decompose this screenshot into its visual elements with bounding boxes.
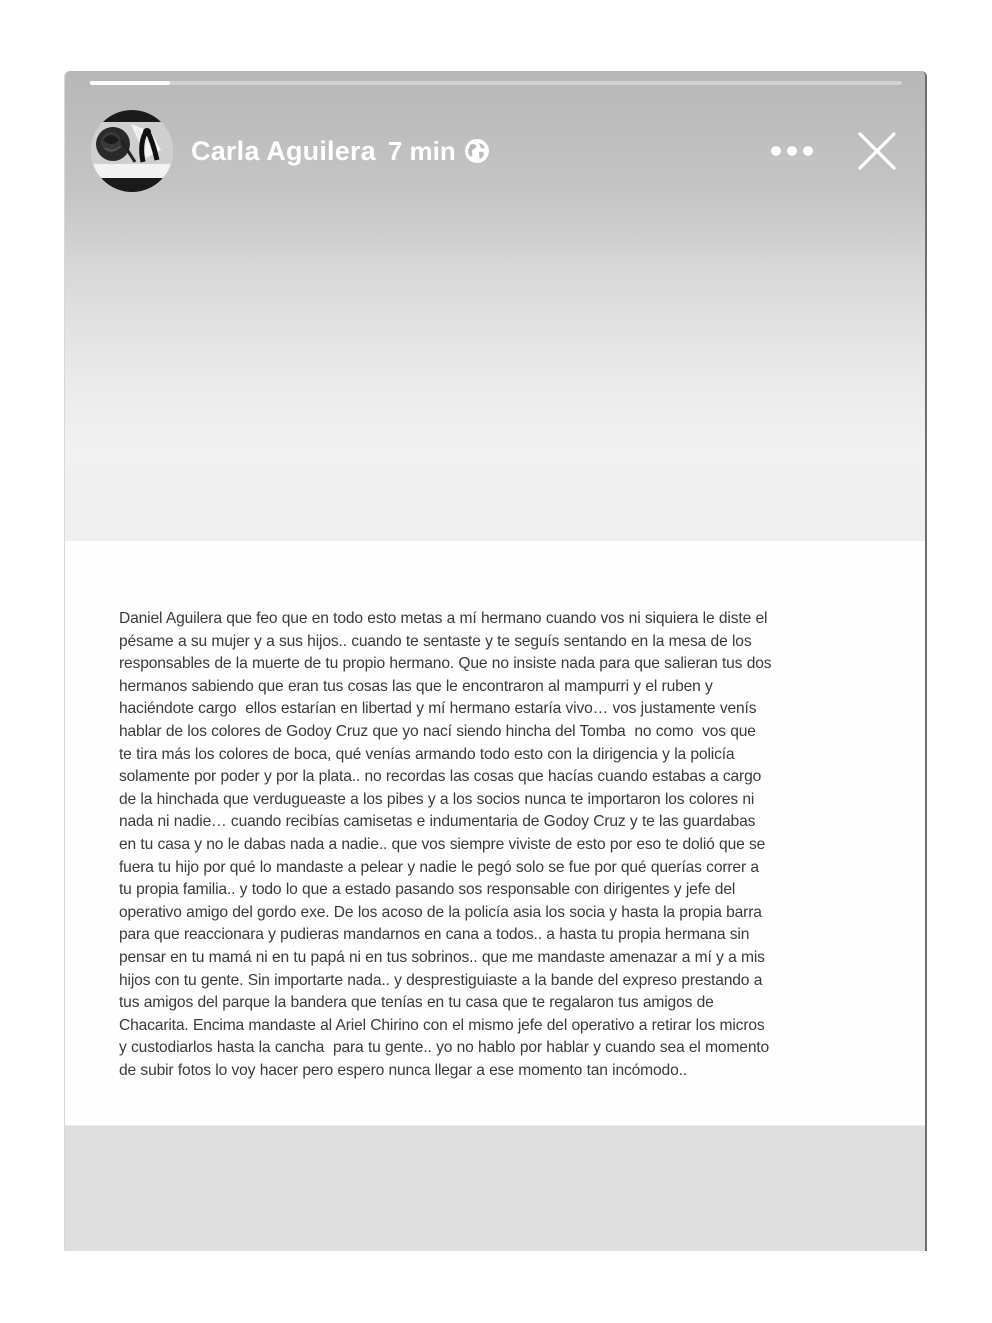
text-line: Daniel Aguilera que feo que en todo esto metas a mí hermano cuando vos ni siquiera le diste el bbox=[119, 610, 768, 627]
text-line: de subir fotos lo voy hacer pero espero nunca llegar a ese momento tan incómodo.. bbox=[119, 1061, 687, 1079]
more-dot bbox=[803, 146, 813, 156]
story-text-body bbox=[119, 608, 859, 1082]
text-line: solamente por poder y por la plata.. no recordas las cosas que hacías cuando estabas a cargo bbox=[119, 768, 762, 786]
text-line: haciéndote cargo ellos estarían en libertad y mí hermano estaría vivo… vos justamente venís bbox=[119, 700, 757, 718]
close-icon bbox=[857, 131, 897, 171]
text-line: de la hinchada que verdugueaste a los pibes y a los socios nunca te importaron los colores ni bbox=[119, 790, 755, 808]
text-line: pésame a su mujer y a sus hijos.. cuando te sentaste y te seguís sentando en la mesa de los bbox=[119, 632, 752, 650]
text-line: nada ni nadie… cuando recibías camisetas e indumentaria de Godoy Cruz y te las guardabas bbox=[119, 813, 756, 831]
text-line: fuera tu hijo por qué lo mandaste a pelear y nadie le pegó solo se fue por qué querías correr a bbox=[119, 858, 759, 876]
more-options-button[interactable] bbox=[765, 138, 819, 164]
story-header-gradient bbox=[65, 71, 925, 541]
story-header bbox=[91, 109, 903, 193]
more-horizontal-icon bbox=[771, 146, 781, 156]
story-progress-bar bbox=[90, 81, 902, 85]
story-text-card bbox=[65, 541, 925, 1125]
story-timestamp: 7 min bbox=[387, 135, 456, 166]
text-line: operativo amigo del gordo exe. De los acoso de la policía asia los socia y hasta la propia barra bbox=[119, 903, 762, 921]
story-author-name[interactable]: Carla Aguilera bbox=[191, 135, 376, 166]
text-line: tu propia familia.. y todo lo que a estado pasando sos responsable con dirigentes y jefe del bbox=[119, 881, 736, 899]
text-line: te tira más los colores de boca, qué venías armando todo esto con la dirigencia y la policía bbox=[119, 745, 735, 763]
text-line: hablar de los colores de Godoy Cruz que yo nací siendo hincha del Tomba no como vos que bbox=[119, 722, 756, 740]
close-button[interactable] bbox=[857, 131, 897, 171]
globe-icon bbox=[464, 138, 490, 164]
story-viewer[interactable] bbox=[64, 71, 927, 1251]
text-line: pensar en tu mamá ni en tu papá ni en tus sobrinos.. que me mandaste amenazar a mí y a mis bbox=[119, 948, 765, 966]
text-line: tus amigos del parque la bandera que tenías en tu casa que te regalaron tus amigos de bbox=[119, 994, 714, 1012]
text-line: en tu casa y no le dabas nada a nadie.. que vos siempre viviste de esto por eso te dolió que se bbox=[119, 835, 766, 853]
text-line: Chacarita. Encima mandaste al Ariel Chirino con el mismo jefe del operativo a retirar los micros bbox=[119, 1016, 765, 1034]
avatar-rose-ribbon-icon bbox=[91, 110, 173, 192]
story-footer bbox=[65, 1125, 925, 1251]
story-progress-fill bbox=[90, 81, 170, 85]
avatar[interactable] bbox=[91, 110, 173, 192]
more-dot bbox=[787, 146, 797, 156]
text-line: responsables de la muerte de tu propio hermano. Que no insiste nada para que salieran tus dos bbox=[119, 655, 772, 673]
text-line: hijos con tu gente. Sin importarte nada.. y desprestiguiaste a la bande del expreso prestando a bbox=[119, 971, 763, 989]
text-line: para que reaccionara y pudieras mandarnos en cana a todos.. a hasta tu propia hermana sin bbox=[119, 926, 750, 944]
text-line: hermanos sabiendo que eran tus cosas las que le encontraron al mampurri y el ruben y bbox=[119, 677, 713, 695]
text-line: y custodiarlos hasta la cancha para tu gente.. yo no hablo por hablar y cuando sea el momento bbox=[119, 1039, 770, 1057]
